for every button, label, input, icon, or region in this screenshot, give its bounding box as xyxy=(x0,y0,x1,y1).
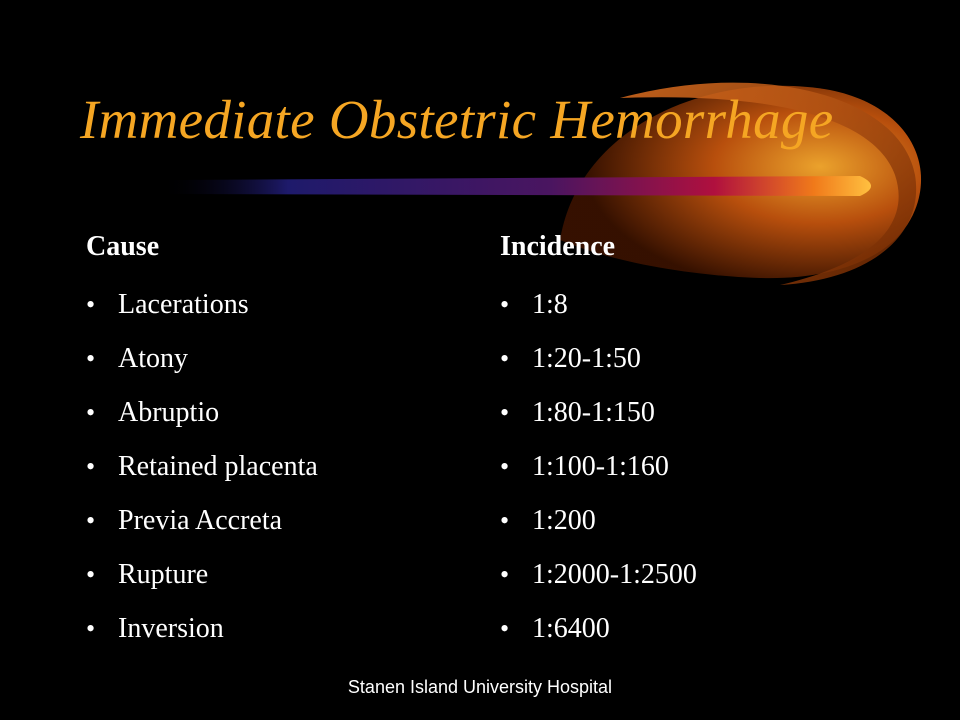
incidence-value: 1:6400 xyxy=(532,613,610,644)
cause-label: Inversion xyxy=(118,613,224,644)
list-item xyxy=(500,440,697,494)
list-item xyxy=(86,278,318,332)
bullet-icon: • xyxy=(86,344,96,373)
bullet-icon: • xyxy=(86,398,96,427)
bullet-icon: • xyxy=(500,290,510,319)
incidence-column xyxy=(500,226,697,656)
list-item xyxy=(500,494,697,548)
incidence-value: 1:2000-1:2500 xyxy=(532,559,697,590)
bullet-icon: • xyxy=(500,344,510,373)
list-item xyxy=(86,440,318,494)
list-item xyxy=(86,494,318,548)
cause-column xyxy=(86,226,318,656)
bullet-icon: • xyxy=(500,398,510,427)
list-item xyxy=(500,386,697,440)
incidence-value: 1:20-1:50 xyxy=(532,343,641,374)
cause-label: Rupture xyxy=(118,559,209,590)
incidence-value: 1:80-1:150 xyxy=(532,397,655,428)
list-item xyxy=(86,386,318,440)
incidence-value: 1:8 xyxy=(532,289,568,320)
list-item xyxy=(86,602,318,656)
slide-footer: Stanen Island University Hospital xyxy=(347,677,613,697)
cause-label: Retained placenta xyxy=(118,451,318,482)
list-item xyxy=(86,548,318,602)
incidence-header: Incidence xyxy=(500,231,616,262)
list-item xyxy=(500,602,697,656)
bullet-icon: • xyxy=(500,506,510,535)
bullet-icon: • xyxy=(86,560,96,589)
cause-label: Atony xyxy=(118,343,188,374)
incidence-value: 1:200 xyxy=(532,505,596,536)
slide-title: Immediate Obstetric Hemorrhage xyxy=(80,89,834,150)
list-item xyxy=(500,548,697,602)
bullet-icon: • xyxy=(86,452,96,481)
bullet-icon: • xyxy=(500,614,510,643)
cause-header: Cause xyxy=(86,231,160,262)
bullet-icon: • xyxy=(86,290,96,319)
cause-label: Lacerations xyxy=(118,289,249,320)
incidence-value: 1:100-1:160 xyxy=(532,451,669,482)
cause-label: Previa Accreta xyxy=(118,505,283,536)
list-item xyxy=(500,332,697,386)
bullet-icon: • xyxy=(500,452,510,481)
cause-label: Abruptio xyxy=(118,397,220,428)
cause-list xyxy=(86,278,318,656)
list-item xyxy=(500,278,697,332)
bullet-icon: • xyxy=(500,560,510,589)
bullet-icon: • xyxy=(86,506,96,535)
gradient-bar xyxy=(160,176,871,196)
incidence-list xyxy=(500,278,697,656)
bullet-icon: • xyxy=(86,614,96,643)
list-item xyxy=(86,332,318,386)
